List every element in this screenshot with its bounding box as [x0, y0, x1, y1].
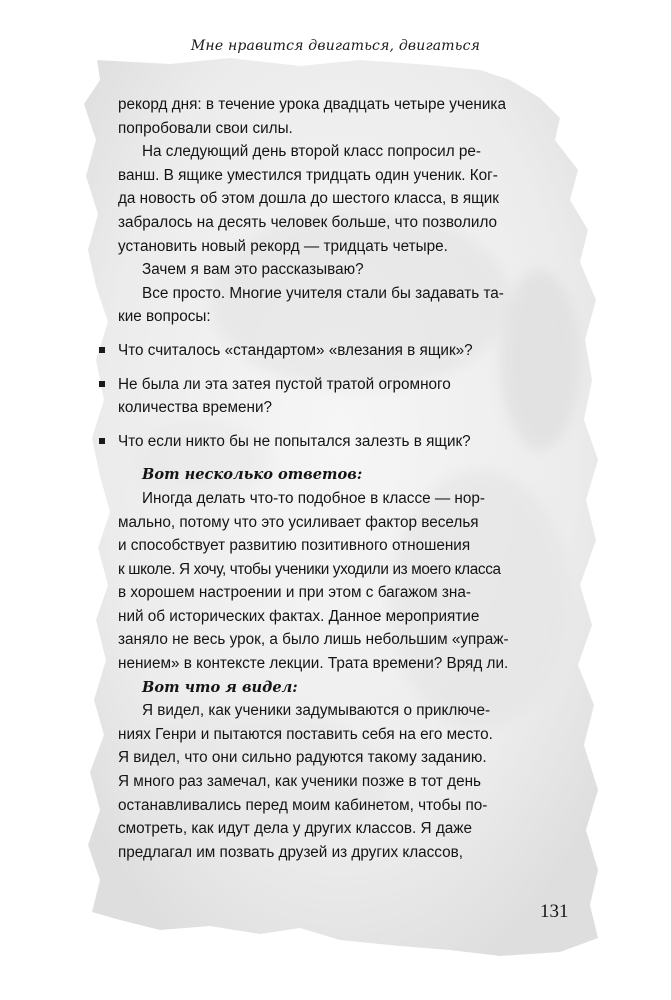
text-line: ниях Генри и пытаются поставить себя на его место. [118, 725, 493, 743]
bullet-text: количества времени? [118, 399, 273, 417]
text-line: Иногда делать что-то подобное в классе — нор- [142, 489, 485, 507]
text-line: заняло не весь урок, а было лишь небольшим «упраж- [118, 631, 509, 649]
text-line: мально, потому что это усиливает фактор веселья [118, 513, 479, 531]
text-line: к школе. Я хочу, чтобы ученики уходили из моего класса [118, 560, 501, 578]
bullet-item [118, 430, 548, 454]
page-number: 131 [540, 901, 569, 922]
text-line: Все просто. Многие учителя стали бы задавать та- [142, 284, 504, 302]
text-line: ний об исторических фактах. Данное мероприятие [118, 607, 480, 625]
bullet-item [118, 373, 548, 420]
bullet-text: Что если никто бы не попытался залезть в ящик? [118, 432, 471, 450]
text-line: и способствует развитию позитивного отношения [118, 537, 471, 555]
text-line: Я много раз замечал, как ученики позже в тот день [118, 773, 482, 791]
section-heading: Вот несколько ответов: [142, 466, 363, 484]
text-line: Я видел, что они сильно радуются такому заданию. [118, 749, 487, 767]
bullet-square-icon [99, 438, 105, 444]
text-line: останавливались перед моим кабинетом, чтобы по- [118, 796, 488, 814]
text-line: да новость об этом дошла до шестого класса, в ящик [118, 190, 499, 208]
bullet-text: Не была ли эта затея пустой тратой огромного [118, 375, 451, 393]
text-line: На следующий день второй класс попросил ре- [142, 143, 481, 161]
bullet-text: Что считалось «стандартом» «влезания в ящик»? [118, 341, 473, 359]
text-line: Я видел, как ученики задумываются о приключе- [142, 702, 491, 720]
bullet-square-icon [99, 381, 105, 387]
text-line: рекорд дня: в течение урока двадцать четыре ученика [118, 96, 506, 113]
text-line: попробовали свои силы. [118, 119, 293, 137]
bullet-square-icon [99, 347, 105, 353]
text-line: Зачем я вам это рассказываю? [142, 261, 364, 279]
text-line: в хорошем настроении и при этом с багажом зна- [118, 584, 471, 602]
section-heading: Вот что я видел: [142, 678, 298, 696]
text-line: смотреть, как идут дела у других классов. Я даже [118, 820, 472, 838]
text-line: забралось на десять человек больше, что позволило [118, 213, 498, 231]
text-line: предлагал им позвать друзей из других классов, [118, 843, 463, 861]
bullet-item [118, 339, 548, 363]
running-head: Мне нравится двигаться, двигаться [190, 38, 481, 54]
text-line: ванш. В ящике уместился тридцать один ученик. Ког- [118, 166, 498, 184]
text-line: установить новый рекорд — тридцать четыре. [118, 237, 448, 255]
text-line: нением» в контексте лекции. Трата времени? Вряд ли. [118, 655, 509, 673]
body-text [118, 93, 548, 864]
text-line: кие вопросы: [118, 308, 211, 326]
